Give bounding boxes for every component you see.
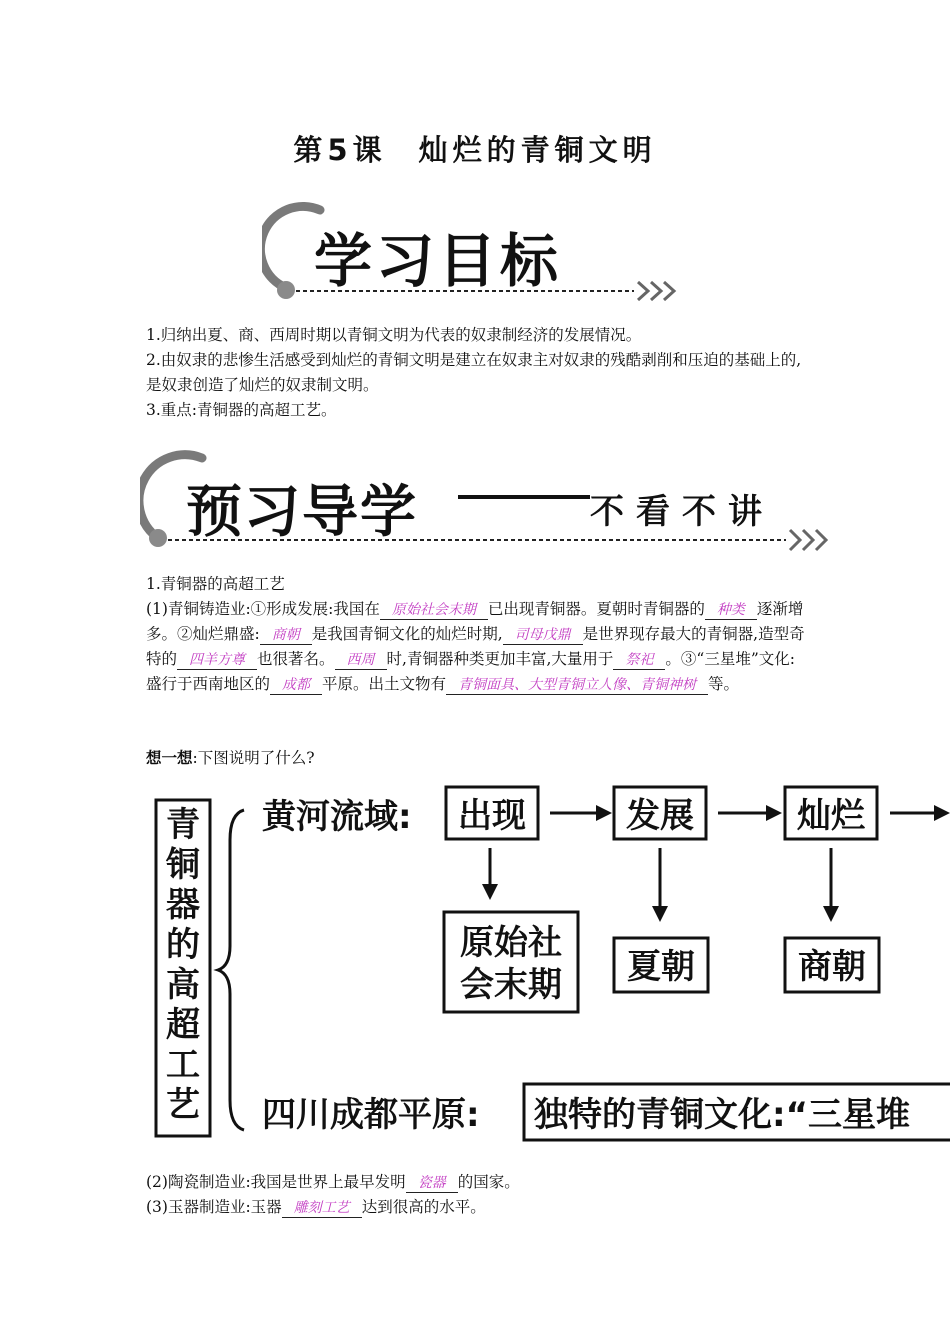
bronze-section — [146, 572, 810, 697]
vertical-char: 工 — [166, 1045, 200, 1085]
preview-subheading: 不看不讲 — [590, 492, 774, 532]
answer-blank: 四羊方尊 — [177, 651, 257, 670]
sanxingdui-text: 独特的青铜文化:“三星堆 — [534, 1095, 910, 1135]
text-run: 逐渐增多。②灿烂鼎盛: — [146, 600, 804, 643]
learning-goals-banner — [262, 198, 692, 308]
text-run: 是我国青铜文化的灿烂时期, — [311, 625, 503, 643]
lesson-name: 灿烂的青铜文明 — [418, 133, 657, 167]
answer-blank: 原始社会末期 — [380, 601, 488, 620]
text-run: 平原。出土文物有 — [322, 675, 447, 693]
answer-blank: 祭祀 — [613, 651, 665, 670]
stage-develop: 发展 — [626, 796, 694, 836]
text-run: (3)玉器制造业:玉器 — [146, 1198, 282, 1216]
think-label: 想一想 — [146, 749, 193, 767]
vertical-char: 器 — [166, 885, 200, 925]
arrowhead — [596, 805, 612, 821]
answer-blank: 种类 — [705, 601, 757, 620]
stage-emerge: 出现 — [458, 796, 526, 836]
vertical-char: 超 — [166, 1005, 200, 1045]
answer-blank: 商朝 — [260, 626, 312, 645]
ceramics-line — [146, 1170, 810, 1195]
bronze-diagram — [0, 770, 950, 1150]
text-run: 时,青铜器种类更加丰富,大量用于 — [386, 650, 614, 668]
objective-item: 1.归纳出夏、商、西周时期以青铜文明为代表的奴隶制经济的发展情况。 — [146, 326, 642, 344]
vertical-char: 高 — [166, 965, 200, 1005]
arrowhead — [766, 805, 782, 821]
answer-blank: 瓷器 — [406, 1174, 458, 1193]
answer-blank: 青铜面具、大型青铜立人像、青铜神树 — [446, 676, 708, 695]
text-run: 等。 — [708, 675, 740, 693]
period-shang: 商朝 — [798, 947, 866, 987]
answer-blank: 成都 — [270, 676, 322, 695]
vertical-char: 青 — [166, 805, 200, 845]
stage-flourish: 灿烂 — [797, 796, 865, 836]
arrowhead — [482, 884, 498, 900]
chengdu-plain-label: 四川成都平原: — [262, 1095, 480, 1135]
text-run: 。③“三星堆”文化:盛行于西南地区的 — [146, 650, 795, 693]
lesson-number: 第5课 — [293, 133, 387, 167]
arrowhead — [652, 906, 668, 922]
diagram-canvas — [0, 770, 950, 1150]
brace — [218, 810, 244, 1130]
bronze-paragraph — [146, 597, 810, 697]
answer-blank: 西周 — [335, 651, 387, 670]
objectives-list — [146, 323, 810, 423]
preview-heading: 预习导学 — [186, 480, 418, 545]
vertical-char: 艺 — [166, 1085, 200, 1125]
objective-item: 2.由奴隶的悲惨生活感受到灿烂的青铜文明是建立在奴隶主对奴隶的残酷剥削和压迫的基础上的,是奴隶创造了灿烂的奴隶制文明。 — [146, 351, 802, 394]
jade-line — [146, 1195, 810, 1220]
vertical-char: 的 — [166, 925, 200, 965]
vertical-char: 铜 — [166, 845, 200, 885]
text-run: 也很著名。 — [257, 650, 335, 668]
yellow-river-label: 黄河流域: — [262, 797, 412, 837]
text-run: (1)青铜铸造业:①形成发展:我国在 — [146, 600, 380, 618]
vertical-label — [165, 805, 200, 1125]
period-xia: 夏朝 — [627, 947, 695, 987]
preview-banner — [140, 450, 845, 560]
period-late-primitive: 会末期 — [460, 965, 562, 1005]
arrowhead — [823, 906, 839, 922]
text-run: 达到很高的水平。 — [361, 1198, 486, 1216]
text-run: 的国家。 — [457, 1173, 520, 1191]
section-heading: 1.青铜器的高超工艺 — [146, 575, 285, 593]
period-late-primitive: 原始社 — [460, 923, 562, 963]
text-run: (2)陶瓷制造业:我国是世界上最早发明 — [146, 1173, 406, 1191]
answer-blank: 雕刻工艺 — [282, 1199, 362, 1218]
think-text: :下图说明了什么? — [192, 749, 315, 767]
text-run: 已出现青铜器。夏朝时青铜器的 — [487, 600, 705, 618]
learning-goals-heading: 学习目标 — [314, 227, 563, 295]
page-title — [0, 128, 950, 169]
objective-item: 3.重点:青铜器的高超工艺。 — [146, 401, 337, 419]
text-run: 是世界现存最大的青铜器,造型奇特的 — [146, 625, 805, 668]
answer-blank: 司母戊鼎 — [503, 626, 583, 645]
think-prompt — [146, 746, 810, 771]
arrowhead — [934, 805, 950, 821]
